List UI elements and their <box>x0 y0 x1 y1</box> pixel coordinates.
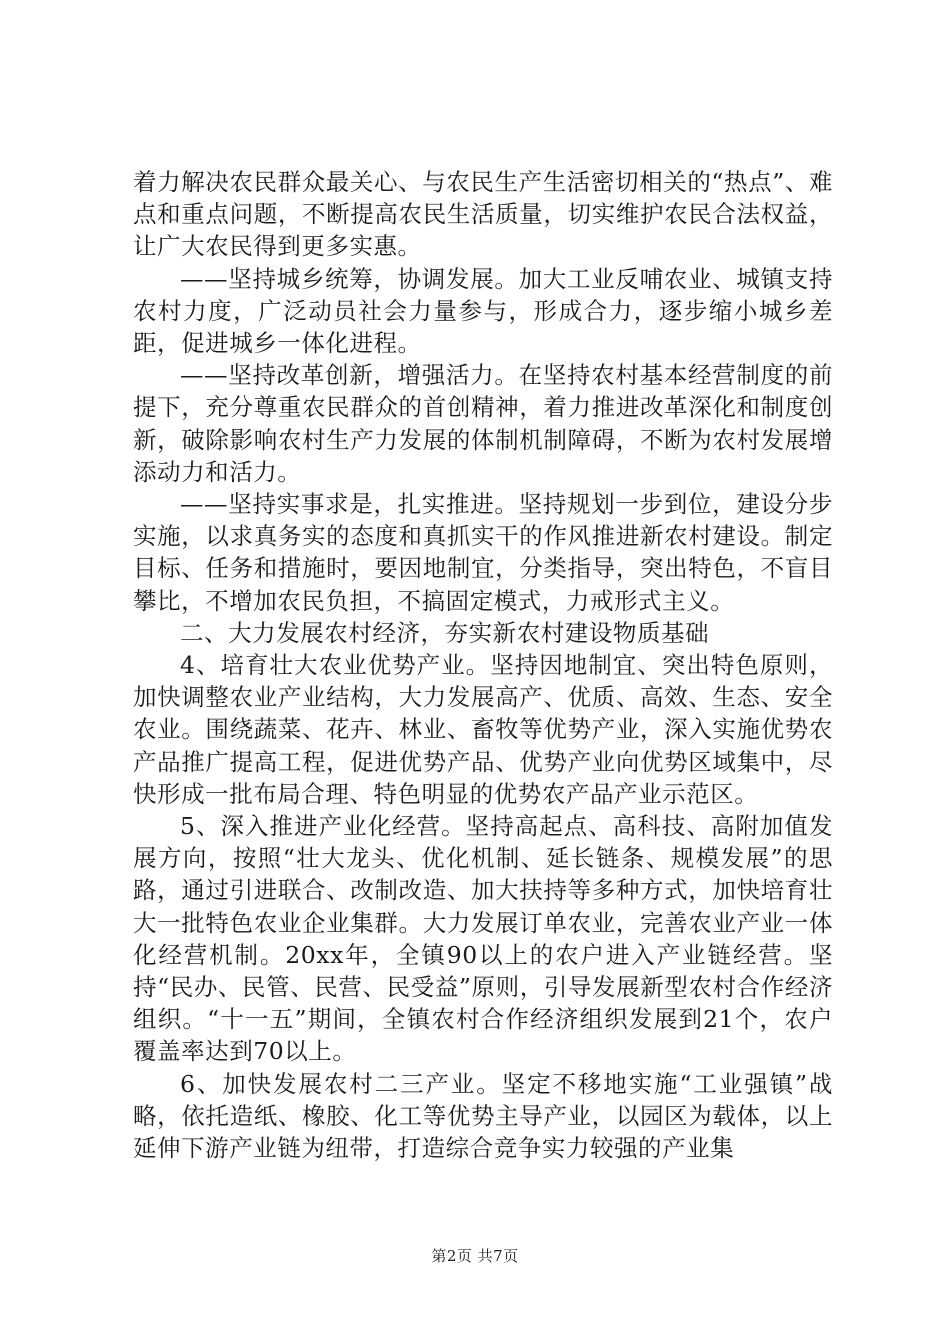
page-number-footer: 第2页 共7页 <box>431 1247 519 1265</box>
section-heading: 二、大力发展农村经济，夯实新农村建设物质基础 <box>180 618 710 647</box>
paragraph-item-5: 5、深入推进产业化经营。坚持高起点、高科技、高附加值发展方向，按照“壮大龙头、优化机制、延长链条、规模发展”的思路，通过引进联合、改制改造、加大扶持等多种方式，加快培育壮大一批特色农业企业集群。大力发展订单农业，完善农业产业一体化经营机制。20xx年，全镇90以上的农户进入产业链经营。坚持“民办、民管、民营、民受益”原则，引导发展新型农村合作经济组织。“十一五”期间，全镇农村合作经济组织发展到21个，农户覆盖率达到70以上。 <box>133 812 833 1066</box>
paragraph-item-6: 6、加快发展农村二三产业。坚定不移地实施“工业强镇”战略，依托造纸、橡胶、化工等优势主导产业，以园区为载体，以上延伸下游产业链为纽带，打造综合竞争实力较强的产业集 <box>133 1069 833 1163</box>
paragraph-reform: ——坚持改革创新，增强活力。在坚持农村基本经营制度的前提下，充分尊重农民群众的首创精神，着力推进改革深化和制度创新，破除影响农村生产力发展的体制机制障碍，不断为农村发展增添动力和活力。 <box>133 361 833 486</box>
document-body <box>133 166 833 1164</box>
paragraph-urban-rural: ——坚持城乡统筹，协调发展。加大工业反哺农业、城镇支持农村力度，广泛动员社会力量参与，形成合力，逐步缩小城乡差距，促进城乡一体化进程。 <box>133 264 833 358</box>
paragraph-pragmatic: ——坚持实事求是，扎实推进。坚持规划一步到位，建设分步实施，以求真务实的态度和真抓实干的作风推进新农村建设。制定目标、任务和措施时，要因地制宜，分类指导，突出特色，不盲目攀比，不增加农民负担，不搞固定模式，力戒形式主义。 <box>133 490 833 615</box>
paragraph-item-4: 4、培育壮大农业优势产业。坚持因地制宜、突出特色原则，加快调整农业产业结构，大力发展高产、优质、高效、生态、安全农业。围绕蔬菜、花卉、林业、畜牧等优势产业，深入实施优势农产品推广提高工程，促进优势产品、优势产业向优势区域集中，尽快形成一批布局合理、特色明显的优势农产品产业示范区。 <box>133 651 833 808</box>
paragraph-continuation: 着力解决农民群众最关心、与农民生产生活密切相关的“热点”、难点和重点问题，不断提高农民生活质量，切实维护农民合法权益，让广大农民得到更多实惠。 <box>133 168 833 261</box>
